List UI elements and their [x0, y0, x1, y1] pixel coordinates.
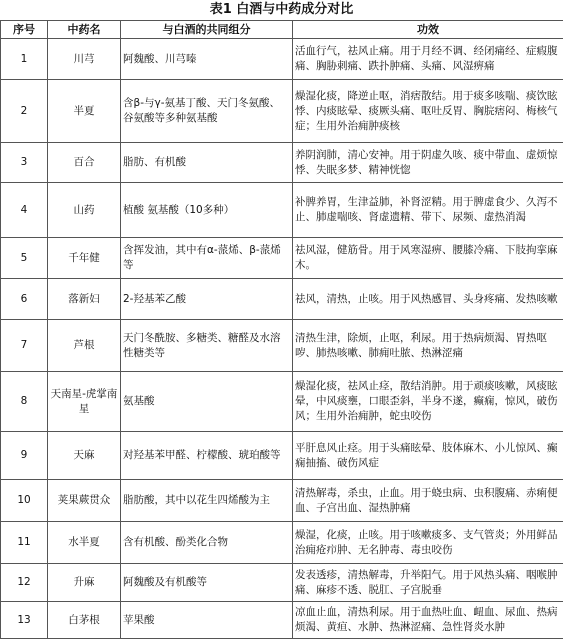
row-effects: 补脾养胃，生津益肺，补肾涩精。用于脾虚食少、久泻不止、肺虚喘咳、肾虚遗精、带下、尿频、虚热消渴 — [293, 183, 563, 238]
table-row — [1, 564, 563, 602]
row-name: 芦根 — [48, 320, 121, 372]
table-row — [1, 522, 563, 564]
row-no: 10 — [1, 480, 48, 522]
row-name: 升麻 — [48, 564, 121, 602]
row-components: 阿魏酸、川芎嗪 — [121, 39, 293, 80]
row-effects: 祛风湿，健筋骨。用于风寒湿痹、腰膝冷痛、下肢拘挛麻木。 — [293, 238, 563, 279]
row-components: 含有机酸、酚类化合物 — [121, 522, 293, 564]
row-name: 天麻 — [48, 432, 121, 480]
row-name: 千年健 — [48, 238, 121, 279]
row-components: 阿魏酸及有机酸等 — [121, 564, 293, 602]
row-effects: 活血行气，祛风止痛。用于月经不调、经闭痛经、症瘕腹痛、胸胁刺痛、跌扑肿痛、头痛、风湿痹痛 — [293, 39, 563, 80]
row-components: 植酸 氨基酸（10多种） — [121, 183, 293, 238]
row-components: 天门冬酰胺、多糖类、糖醛及水溶性糖类等 — [121, 320, 293, 372]
row-effects: 清热解毒，杀虫，止血。用于蛲虫病、虫积腹痛、赤痢便血、子宫出血、湿热肿痛 — [293, 480, 563, 522]
row-no: 9 — [1, 432, 48, 480]
row-name: 天南星-虎掌南星 — [48, 372, 121, 432]
table-row — [1, 238, 563, 279]
header-components: 与白酒的共同组分 — [121, 21, 293, 39]
row-effects: 平肝息风止痉。用于头痛眩晕、肢体麻木、小儿惊风、癫痫抽搐、破伤风症 — [293, 432, 563, 480]
row-no: 6 — [1, 279, 48, 320]
row-no: 2 — [1, 80, 48, 143]
row-components: 含β-与γ-氨基丁酸、天门冬氨酸、谷氨酸等多种氨基酸 — [121, 80, 293, 143]
row-name: 荚果蕨贯众 — [48, 480, 121, 522]
row-components: 氨基酸 — [121, 372, 293, 432]
row-effects: 清热生津，除烦，止呕，利尿。用于热病烦渴、胃热呕哕、肺热咳嗽、肺痈吐脓、热淋涩痛 — [293, 320, 563, 372]
row-name: 川芎 — [48, 39, 121, 80]
row-name: 水半夏 — [48, 522, 121, 564]
row-name: 百合 — [48, 143, 121, 183]
table-row — [1, 80, 563, 143]
table-row — [1, 602, 563, 639]
table-row — [1, 143, 563, 183]
row-components: 苹果酸 — [121, 602, 293, 639]
row-components: 含挥发油，其中有α-蒎烯、β-蒎烯等 — [121, 238, 293, 279]
row-effects: 燥湿化痰，祛风止痉，散结消肿。用于顽痰咳嗽，风痰眩晕，中风痰壅，口眼歪斜，半身不遂，癫痫，惊风，破伤风；生用外治痈肿，蛇虫咬伤 — [293, 372, 563, 432]
row-no: 7 — [1, 320, 48, 372]
row-name: 落新妇 — [48, 279, 121, 320]
row-components: 对羟基苯甲醛、柠檬酸、琥珀酸等 — [121, 432, 293, 480]
row-components: 2-羟基苯乙酸 — [121, 279, 293, 320]
table-row — [1, 279, 563, 320]
header-name: 中药名 — [48, 21, 121, 39]
row-components: 脂肪、有机酸 — [121, 143, 293, 183]
row-name: 白茅根 — [48, 602, 121, 639]
row-effects: 燥湿，化痰，止咳。用于咳嗽痰多、支气管炎；外用鲜品治痈疮疖肿、无名肿毒、毒虫咬伤 — [293, 522, 563, 564]
row-effects: 养阴润肺，清心安神。用于阴虚久咳、痰中带血、虚烦惊悸、失眠多梦、精神恍惚 — [293, 143, 563, 183]
row-effects: 燥湿化痰，降逆止呕，消痞散结。用于痰多咳喘、痰饮眩悸、内痰眩晕、痰厥头痛、呕吐反胃、胸脘痞闷、梅核气症；生用外治痈肿痰核 — [293, 80, 563, 143]
row-no: 3 — [1, 143, 48, 183]
row-effects: 祛风，清热，止咳。用于风热感冒、头身疼痛、发热咳嗽 — [293, 279, 563, 320]
comparison-table — [0, 20, 563, 639]
row-no: 12 — [1, 564, 48, 602]
row-no: 1 — [1, 39, 48, 80]
row-effects: 发表透疹，清热解毒，升举阳气。用于风热头痛、咽喉肿痛、麻疹不透、脱肛、子宫脱垂 — [293, 564, 563, 602]
table-row — [1, 39, 563, 80]
table-row — [1, 372, 563, 432]
row-name: 山药 — [48, 183, 121, 238]
header-no: 序号 — [1, 21, 48, 39]
table-title: 表1 白酒与中药成分对比 — [0, 0, 563, 19]
table-row — [1, 183, 563, 238]
table-row — [1, 432, 563, 480]
row-components: 脂肪酸，其中以花生四烯酸为主 — [121, 480, 293, 522]
row-name: 半夏 — [48, 80, 121, 143]
row-effects: 凉血止血，清热利尿。用于血热吐血、衄血、尿血、热病烦渴、黄疸、水肿、热淋涩痛、急性肾炎水肿 — [293, 602, 563, 639]
row-no: 5 — [1, 238, 48, 279]
table-header-row — [1, 21, 563, 39]
table-row — [1, 480, 563, 522]
row-no: 11 — [1, 522, 48, 564]
row-no: 8 — [1, 372, 48, 432]
row-no: 4 — [1, 183, 48, 238]
header-effects: 功效 — [293, 21, 563, 39]
row-no: 13 — [1, 602, 48, 639]
table-row — [1, 320, 563, 372]
